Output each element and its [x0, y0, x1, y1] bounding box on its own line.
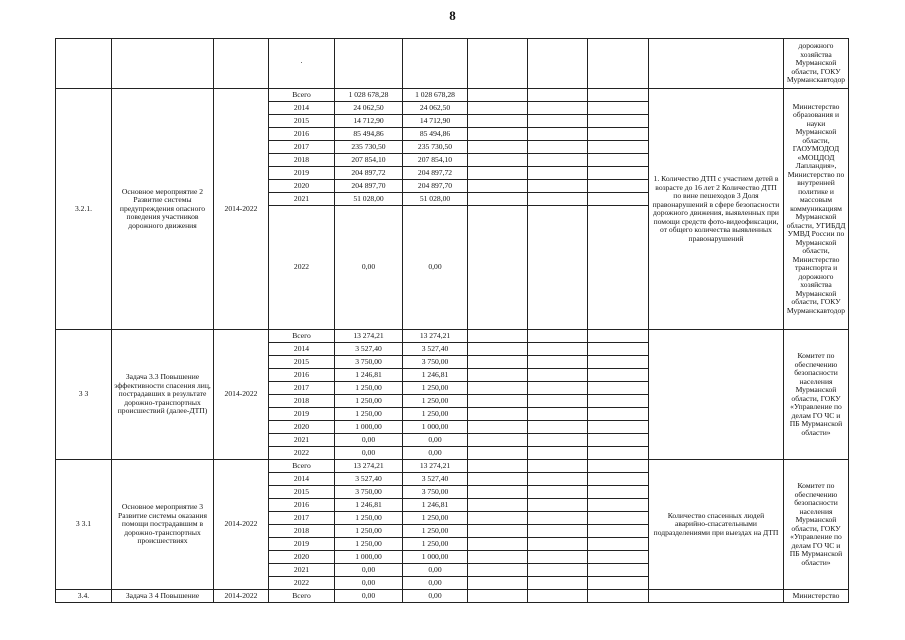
- amount-total-cell: 1 028 678,28: [335, 89, 403, 102]
- table-row: [56, 590, 849, 603]
- cell-empty: [528, 382, 588, 395]
- program-table: [55, 38, 849, 603]
- amount-budget-cell: 24 062,50: [403, 102, 468, 115]
- responsible-cell: дорожного хозяйства Мурманской области, ГОКУ Мурманскавтодор: [784, 39, 849, 89]
- amount-total-cell: 0,00: [335, 447, 403, 460]
- cell-empty: [588, 434, 649, 447]
- cell-empty: [588, 395, 649, 408]
- cell-empty: [588, 128, 649, 141]
- cell-empty: [588, 115, 649, 128]
- table-row: [56, 89, 849, 102]
- amount-budget-cell: 1 250,00: [403, 382, 468, 395]
- cell-empty: [468, 395, 528, 408]
- amount-total-cell: 235 730,50: [335, 141, 403, 154]
- year-cell: 2020: [269, 421, 335, 434]
- amount-budget-cell: 1 000,00: [403, 421, 468, 434]
- amount-budget-cell: 3 527,40: [403, 343, 468, 356]
- cell-empty: [468, 39, 528, 89]
- responsible-cell: Министерство образования и науки Мурманской области, ГАОУМОДОД «МОЦДОД Лапландия», Министерство по внутренней политике и массовым коммуникациям Мурманской области, УГИБДД УМВД России по Мурманской области, Министерство транспорта и дорожного хозяйства Мурманской области, ГОКУ Мурманскавтодор: [784, 89, 849, 330]
- year-cell: 2022: [269, 577, 335, 590]
- year-cell: 2018: [269, 395, 335, 408]
- cell-empty: [649, 590, 784, 603]
- cell-empty: [588, 193, 649, 206]
- cell-empty: [528, 128, 588, 141]
- amount-total-cell: 14 712,90: [335, 115, 403, 128]
- table-row: [56, 39, 849, 89]
- cell-empty: [468, 525, 528, 538]
- page-number: 8: [449, 8, 456, 23]
- cell-empty: [468, 473, 528, 486]
- cell-empty: [588, 343, 649, 356]
- amount-total-cell: 1 250,00: [335, 525, 403, 538]
- cell-empty: [528, 180, 588, 193]
- year-cell: 2021: [269, 564, 335, 577]
- amount-total-cell: 0,00: [335, 590, 403, 603]
- cell-empty: [528, 473, 588, 486]
- cell-empty: [528, 512, 588, 525]
- cell-empty: [468, 486, 528, 499]
- indicators-cell: [649, 330, 784, 460]
- cell-empty: [528, 330, 588, 343]
- cell-empty: [468, 590, 528, 603]
- cell-empty: [468, 330, 528, 343]
- cell-empty: [528, 167, 588, 180]
- cell-empty: [528, 447, 588, 460]
- cell-empty: [588, 590, 649, 603]
- amount-budget-cell: 0,00: [403, 577, 468, 590]
- cell-empty: [528, 421, 588, 434]
- amount-budget-cell: 235 730,50: [403, 141, 468, 154]
- amount-total-cell: 85 494,86: [335, 128, 403, 141]
- amount-budget-cell: 1 246,81: [403, 499, 468, 512]
- row-number-cell: 3 3: [56, 330, 112, 460]
- amount-total-cell: 51 028,00: [335, 193, 403, 206]
- amount-budget-cell: 1 246,81: [403, 369, 468, 382]
- cell-empty: [528, 486, 588, 499]
- amount-total-cell: 1 000,00: [335, 551, 403, 564]
- year-cell: Всего: [269, 460, 335, 473]
- amount-total-cell: 13 274,21: [335, 460, 403, 473]
- amount-budget-cell: 204 897,70: [403, 180, 468, 193]
- cell-empty: [528, 154, 588, 167]
- cell-empty: [112, 39, 214, 89]
- amount-budget-cell: 13 274,21: [403, 460, 468, 473]
- cell-empty: [528, 206, 588, 330]
- cell-empty: [528, 460, 588, 473]
- cell-empty: [528, 564, 588, 577]
- cell-empty: [468, 141, 528, 154]
- amount-total-cell: 13 274,21: [335, 330, 403, 343]
- year-cell: 2016: [269, 499, 335, 512]
- cell-empty: [588, 102, 649, 115]
- year-cell: 2015: [269, 115, 335, 128]
- cell-empty: [468, 460, 528, 473]
- amount-total-cell: 0,00: [335, 434, 403, 447]
- cell-empty: [468, 382, 528, 395]
- cell-empty: [335, 39, 403, 89]
- amount-budget-cell: 51 028,00: [403, 193, 468, 206]
- year-cell: 2019: [269, 408, 335, 421]
- amount-total-cell: 204 897,72: [335, 167, 403, 180]
- cell-empty: [528, 577, 588, 590]
- amount-budget-cell: 13 274,21: [403, 330, 468, 343]
- amount-budget-cell: 1 250,00: [403, 512, 468, 525]
- cell-dot: ·: [269, 39, 335, 89]
- cell-empty: [588, 141, 649, 154]
- cell-empty: [588, 206, 649, 330]
- cell-empty: [528, 115, 588, 128]
- period-cell: 2014-2022: [214, 330, 269, 460]
- amount-budget-cell: 204 897,72: [403, 167, 468, 180]
- cell-empty: [588, 577, 649, 590]
- cell-empty: [588, 408, 649, 421]
- amount-total-cell: 1 250,00: [335, 538, 403, 551]
- cell-empty: [468, 499, 528, 512]
- cell-empty: [588, 369, 649, 382]
- year-cell: 2015: [269, 486, 335, 499]
- cell-empty: [588, 356, 649, 369]
- cell-empty: [588, 460, 649, 473]
- year-cell: Всего: [269, 330, 335, 343]
- amount-total-cell: 0,00: [335, 564, 403, 577]
- year-cell: 2016: [269, 369, 335, 382]
- cell-empty: [588, 486, 649, 499]
- cell-empty: [468, 180, 528, 193]
- amount-total-cell: 1 250,00: [335, 395, 403, 408]
- cell-empty: [468, 193, 528, 206]
- amount-total-cell: 0,00: [335, 206, 403, 330]
- amount-budget-cell: 14 712,90: [403, 115, 468, 128]
- year-cell: 2018: [269, 154, 335, 167]
- cell-empty: [468, 447, 528, 460]
- cell-empty: [588, 512, 649, 525]
- cell-empty: [528, 193, 588, 206]
- cell-empty: [468, 512, 528, 525]
- cell-empty: [588, 499, 649, 512]
- cell-empty: [588, 382, 649, 395]
- cell-empty: [468, 206, 528, 330]
- amount-total-cell: 1 250,00: [335, 408, 403, 421]
- cell-empty: [588, 447, 649, 460]
- period-cell: 2014-2022: [214, 590, 269, 603]
- amount-budget-cell: 85 494,86: [403, 128, 468, 141]
- amount-budget-cell: 0,00: [403, 447, 468, 460]
- table-row: [56, 330, 849, 343]
- cell-empty: [528, 590, 588, 603]
- cell-empty: [468, 343, 528, 356]
- cell-empty: [468, 577, 528, 590]
- amount-total-cell: 1 250,00: [335, 382, 403, 395]
- row-number-cell: 3.4.: [56, 590, 112, 603]
- cell-empty: [468, 369, 528, 382]
- amount-total-cell: 1 246,81: [335, 369, 403, 382]
- year-cell: 2014: [269, 102, 335, 115]
- row-number-cell: 3 3.1: [56, 460, 112, 590]
- amount-total-cell: 1 250,00: [335, 512, 403, 525]
- cell-empty: [468, 89, 528, 102]
- cell-empty: [528, 141, 588, 154]
- amount-total-cell: 24 062,50: [335, 102, 403, 115]
- year-cell: 2022: [269, 447, 335, 460]
- amount-total-cell: 3 527,40: [335, 343, 403, 356]
- amount-total-cell: 1 246,81: [335, 499, 403, 512]
- cell-empty: [588, 525, 649, 538]
- amount-budget-cell: 1 250,00: [403, 538, 468, 551]
- year-cell: 2021: [269, 434, 335, 447]
- measure-name-cell: Основное мероприятие 3 Развитие системы оказания помощи пострадавшим в дорожно-транспортных происшествиях: [112, 460, 214, 590]
- cell-empty: [528, 434, 588, 447]
- cell-empty: [528, 343, 588, 356]
- cell-empty: [588, 167, 649, 180]
- cell-empty: [468, 167, 528, 180]
- year-cell: Всего: [269, 89, 335, 102]
- responsible-cell: Министерство: [784, 590, 849, 603]
- amount-total-cell: 207 854,10: [335, 154, 403, 167]
- cell-empty: [528, 499, 588, 512]
- cell-empty: [588, 154, 649, 167]
- year-cell: 2017: [269, 382, 335, 395]
- cell-empty: [528, 39, 588, 89]
- year-cell: 2020: [269, 180, 335, 193]
- amount-budget-cell: 1 250,00: [403, 395, 468, 408]
- cell-empty: [588, 421, 649, 434]
- amount-budget-cell: 1 000,00: [403, 551, 468, 564]
- cell-empty: [588, 330, 649, 343]
- cell-empty: [528, 408, 588, 421]
- measure-name-cell: Задача 3 4 Повышение: [112, 590, 214, 603]
- cell-empty: [468, 564, 528, 577]
- cell-empty: [468, 421, 528, 434]
- year-cell: 2021: [269, 193, 335, 206]
- row-number-cell: 3.2.1.: [56, 89, 112, 330]
- cell-empty: [56, 39, 112, 89]
- cell-empty: [468, 434, 528, 447]
- measure-name-cell: Основное мероприятие 2 Развитие системы предупреждения опасного поведения участников дорожного движения: [112, 89, 214, 330]
- amount-budget-cell: 0,00: [403, 206, 468, 330]
- cell-empty: [588, 39, 649, 89]
- year-cell: 2017: [269, 141, 335, 154]
- cell-empty: [588, 473, 649, 486]
- year-cell: 2019: [269, 167, 335, 180]
- cell-empty: [528, 538, 588, 551]
- year-cell: 2020: [269, 551, 335, 564]
- cell-empty: [468, 356, 528, 369]
- cell-empty: [588, 180, 649, 193]
- year-cell: 2019: [269, 538, 335, 551]
- year-cell: 2016: [269, 128, 335, 141]
- cell-empty: [528, 356, 588, 369]
- cell-empty: [588, 551, 649, 564]
- amount-total-cell: 3 750,00: [335, 486, 403, 499]
- cell-empty: [214, 39, 269, 89]
- amount-budget-cell: 3 750,00: [403, 486, 468, 499]
- cell-empty: [588, 564, 649, 577]
- table-row: [56, 460, 849, 473]
- cell-empty: [528, 369, 588, 382]
- amount-total-cell: 0,00: [335, 577, 403, 590]
- amount-total-cell: 3 750,00: [335, 356, 403, 369]
- cell-empty: [468, 128, 528, 141]
- cell-empty: [468, 551, 528, 564]
- amount-budget-cell: 1 028 678,28: [403, 89, 468, 102]
- cell-empty: [588, 89, 649, 102]
- cell-empty: [468, 102, 528, 115]
- cell-empty: [468, 408, 528, 421]
- indicators-cell: Количество спасенных людей аварийно-спасательными подразделениями при выездах на ДТП: [649, 460, 784, 590]
- indicators-cell: 1. Количество ДТП с участием детей в возрасте до 16 лет 2 Количество ДТП по вине пешеходов 3 Доля правонарушений в сфере безопасности дорожного движения, выявленных при помощи средств фото-видеофиксации, от общего количества выявленных правонарушений: [649, 89, 784, 330]
- cell-empty: [588, 538, 649, 551]
- measure-name-cell: Задача 3.3 Повышение эффективности спасения лиц, пострадавших в результате дорожно-транспортных происшествий (далее-ДТП): [112, 330, 214, 460]
- amount-budget-cell: 0,00: [403, 434, 468, 447]
- responsible-cell: Комитет по обеспечению безопасности населения Мурманской области, ГОКУ «Управление по делам ГО ЧС и ПБ Мурманской области»: [784, 330, 849, 460]
- period-cell: 2014-2022: [214, 89, 269, 330]
- cell-empty: [528, 551, 588, 564]
- year-cell: 2022: [269, 206, 335, 330]
- amount-total-cell: 1 000,00: [335, 421, 403, 434]
- cell-empty: [468, 538, 528, 551]
- amount-budget-cell: 3 750,00: [403, 356, 468, 369]
- cell-empty: [528, 395, 588, 408]
- year-cell: 2017: [269, 512, 335, 525]
- year-cell: 2014: [269, 343, 335, 356]
- cell-empty: [528, 102, 588, 115]
- cell-empty: [403, 39, 468, 89]
- amount-budget-cell: 3 527,40: [403, 473, 468, 486]
- amount-budget-cell: 0,00: [403, 564, 468, 577]
- responsible-cell: Комитет по обеспечению безопасности населения Мурманской области, ГОКУ «Управление по делам ГО ЧС и ПБ Мурманской области»: [784, 460, 849, 590]
- year-cell: Всего: [269, 590, 335, 603]
- amount-total-cell: 204 897,70: [335, 180, 403, 193]
- year-cell: 2014: [269, 473, 335, 486]
- amount-budget-cell: 0,00: [403, 590, 468, 603]
- cell-empty: [649, 39, 784, 89]
- amount-budget-cell: 1 250,00: [403, 408, 468, 421]
- cell-empty: [468, 154, 528, 167]
- year-cell: 2015: [269, 356, 335, 369]
- year-cell: 2018: [269, 525, 335, 538]
- cell-empty: [468, 115, 528, 128]
- cell-empty: [528, 89, 588, 102]
- amount-budget-cell: 207 854,10: [403, 154, 468, 167]
- period-cell: 2014-2022: [214, 460, 269, 590]
- amount-budget-cell: 1 250,00: [403, 525, 468, 538]
- amount-total-cell: 3 527,40: [335, 473, 403, 486]
- cell-empty: [528, 525, 588, 538]
